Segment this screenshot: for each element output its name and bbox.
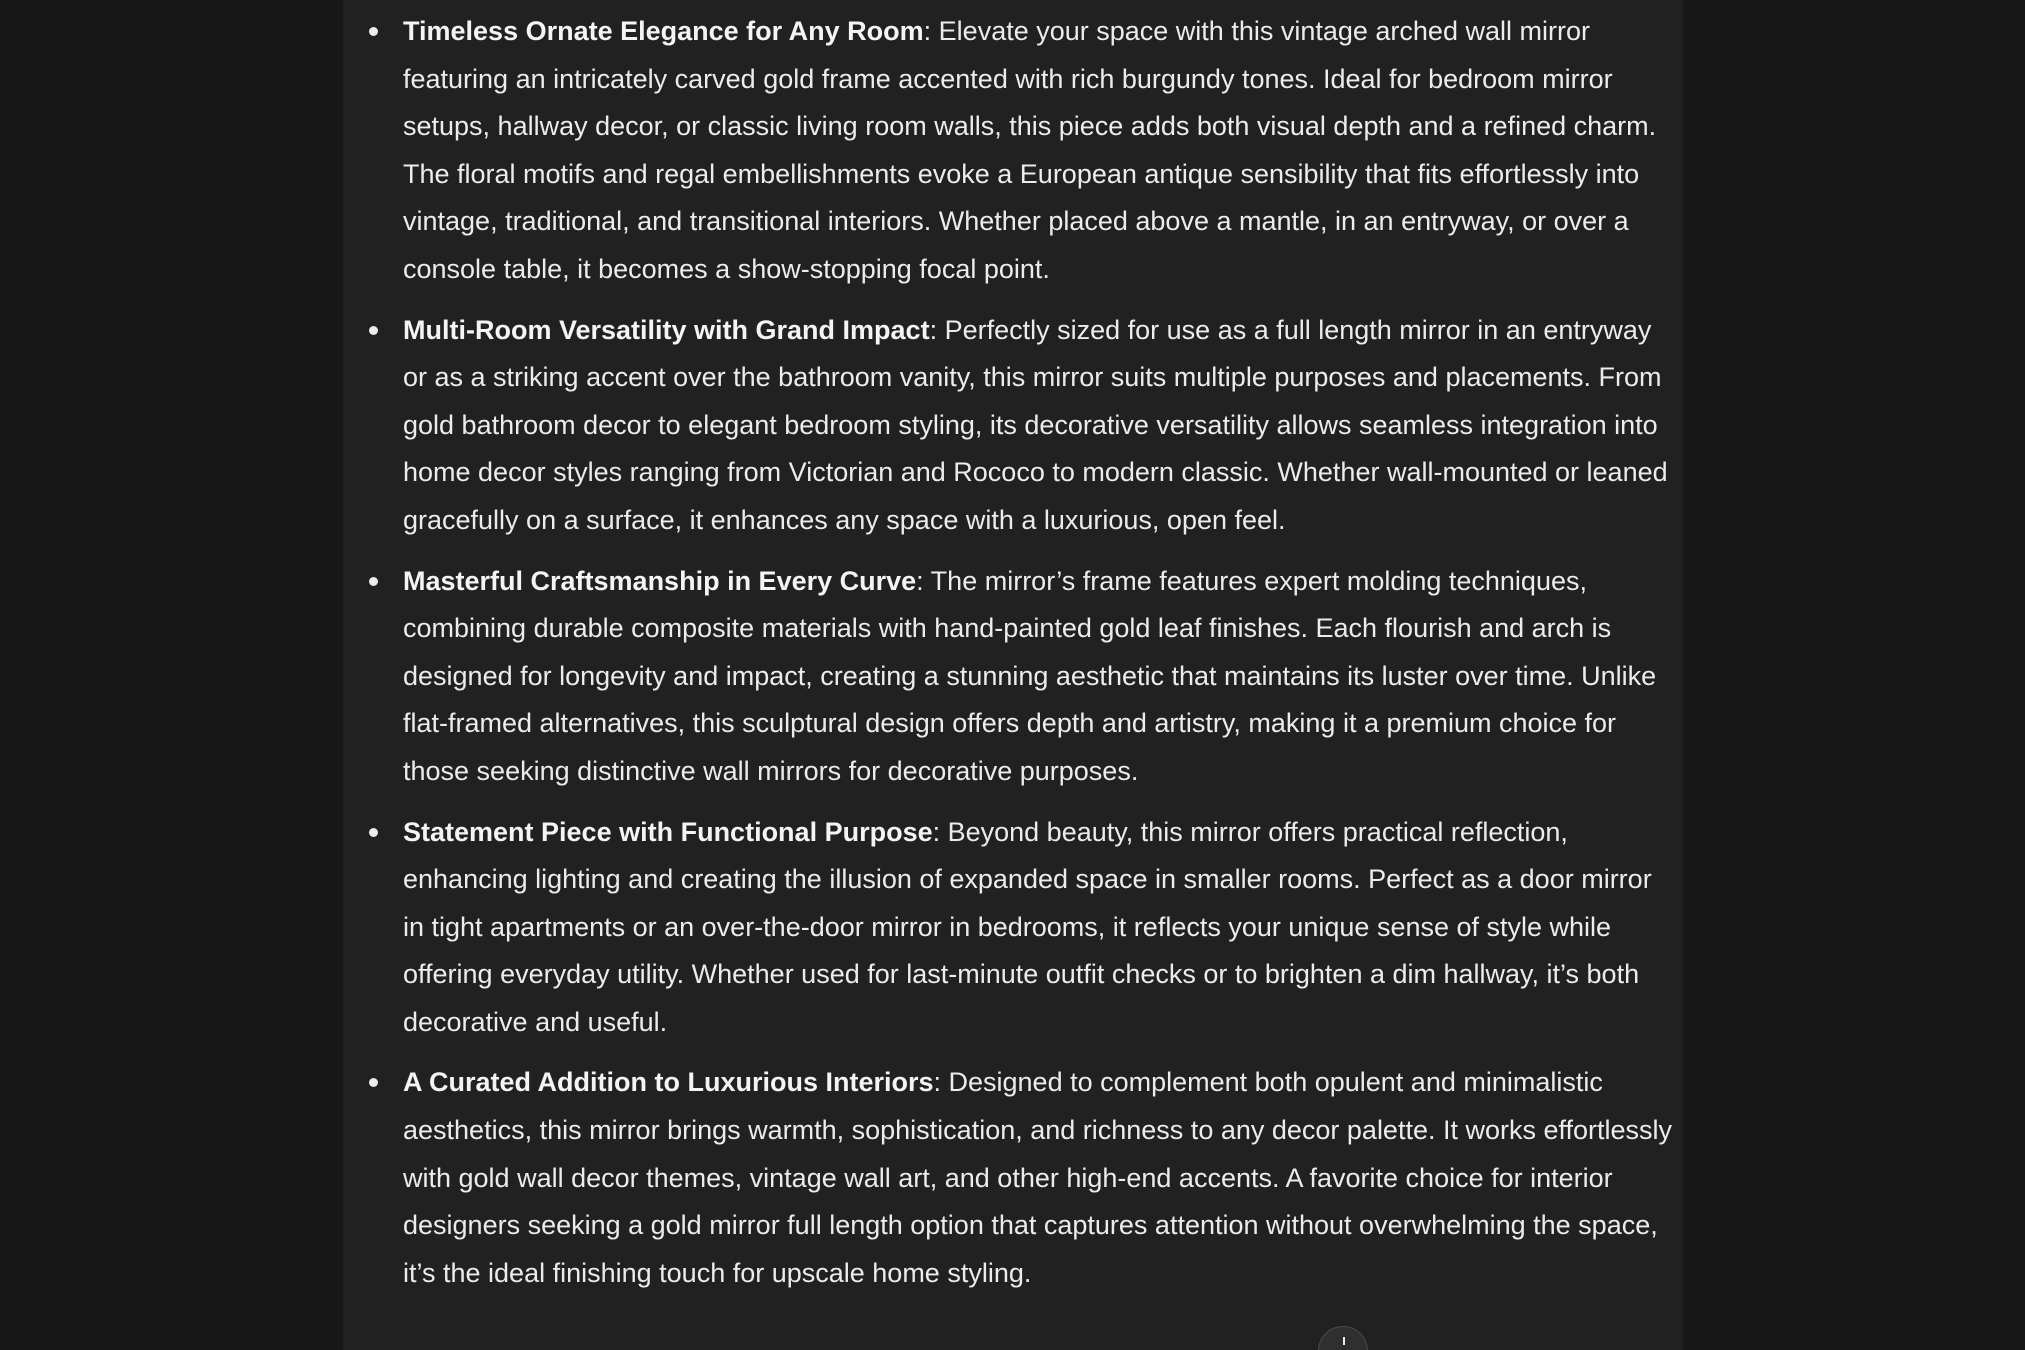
assistant-message-panel — [343, 0, 1683, 1350]
bullet-title: A Curated Addition to Luxurious Interiors — [403, 1067, 934, 1098]
bullet-body: : Perfectly sized for use as a full length mirror in an entryway or as a striking accent over the bathroom vanity, this mirror suits multiple purposes and placements. From gold bathroom decor to elegant bedroom styling, its decorative versatility allows seamless integration into home decor styles ranging from Victorian and Rococo to modern classic. Whether wall-mounted or leaned gracefully on a surface, it enhances any space with a luxurious, open feel. — [403, 314, 1668, 535]
arrow-down-icon — [1343, 1337, 1345, 1345]
scroll-down-button[interactable] — [1318, 1326, 1368, 1350]
list-item — [343, 8, 1683, 294]
bullet-list — [343, 8, 1683, 1310]
bullet-title: Statement Piece with Functional Purpose — [403, 816, 933, 847]
bullet-body: : Elevate your space with this vintage arched wall mirror featuring an intricately carved gold frame accented with rich burgundy tones. Ideal for bedroom mirror setups, hallway decor, or classic living room walls, this piece adds both visual depth and a refined charm. The floral motifs and regal embellishments evoke a European antique sensibility that fits effortlessly into vintage, traditional, and transitional interiors. Whether placed above a mantle, in an entryway, or over a console table, it becomes a show-stopping focal point. — [403, 16, 1657, 284]
bullet-body: : Designed to complement both opulent and minimalistic aesthetics, this mirror brings warmth, sophistication, and richness to any decor palette. It works effortlessly with gold wall decor themes, vintage wall art, and other high-end accents. A favorite choice for interior designers seeking a gold mirror full length option that captures attention without overwhelming the space, it’s the ideal finishing touch for upscale home styling. — [403, 1067, 1673, 1288]
list-item — [343, 307, 1683, 545]
bullet-body: : Beyond beauty, this mirror offers practical reflection, enhancing lighting and creating the illusion of expanded space in smaller rooms. Perfect as a door mirror in tight apartments or an over-the-door mirror in bedrooms, it reflects your unique sense of style while offering everyday utility. Whether used for last-minute outfit checks or to brighten a dim hallway, it’s both decorative and useful. — [403, 816, 1652, 1037]
bullet-title: Multi-Room Versatility with Grand Impact — [403, 314, 930, 345]
bullet-dot — [369, 828, 378, 837]
bullet-title: Timeless Ornate Elegance for Any Room — [403, 16, 924, 46]
list-item — [343, 1059, 1683, 1297]
bullet-dot — [369, 27, 378, 36]
list-item — [343, 558, 1683, 796]
bullet-dot — [369, 326, 378, 335]
list-item — [343, 809, 1683, 1047]
bullet-dot — [369, 1078, 378, 1087]
bullet-title: Masterful Craftsmanship in Every Curve — [403, 565, 917, 596]
bullet-body: : The mirror’s frame features expert molding techniques, combining durable composite materials with hand-painted gold leaf finishes. Each flourish and arch is designed for longevity and impact, creating a stunning aesthetic that maintains its luster over time. Unlike flat-framed alternatives, this sculptural design offers depth and artistry, making it a premium choice for those seeking distinctive wall mirrors for decorative purposes. — [403, 565, 1657, 786]
bullet-dot — [369, 577, 378, 586]
